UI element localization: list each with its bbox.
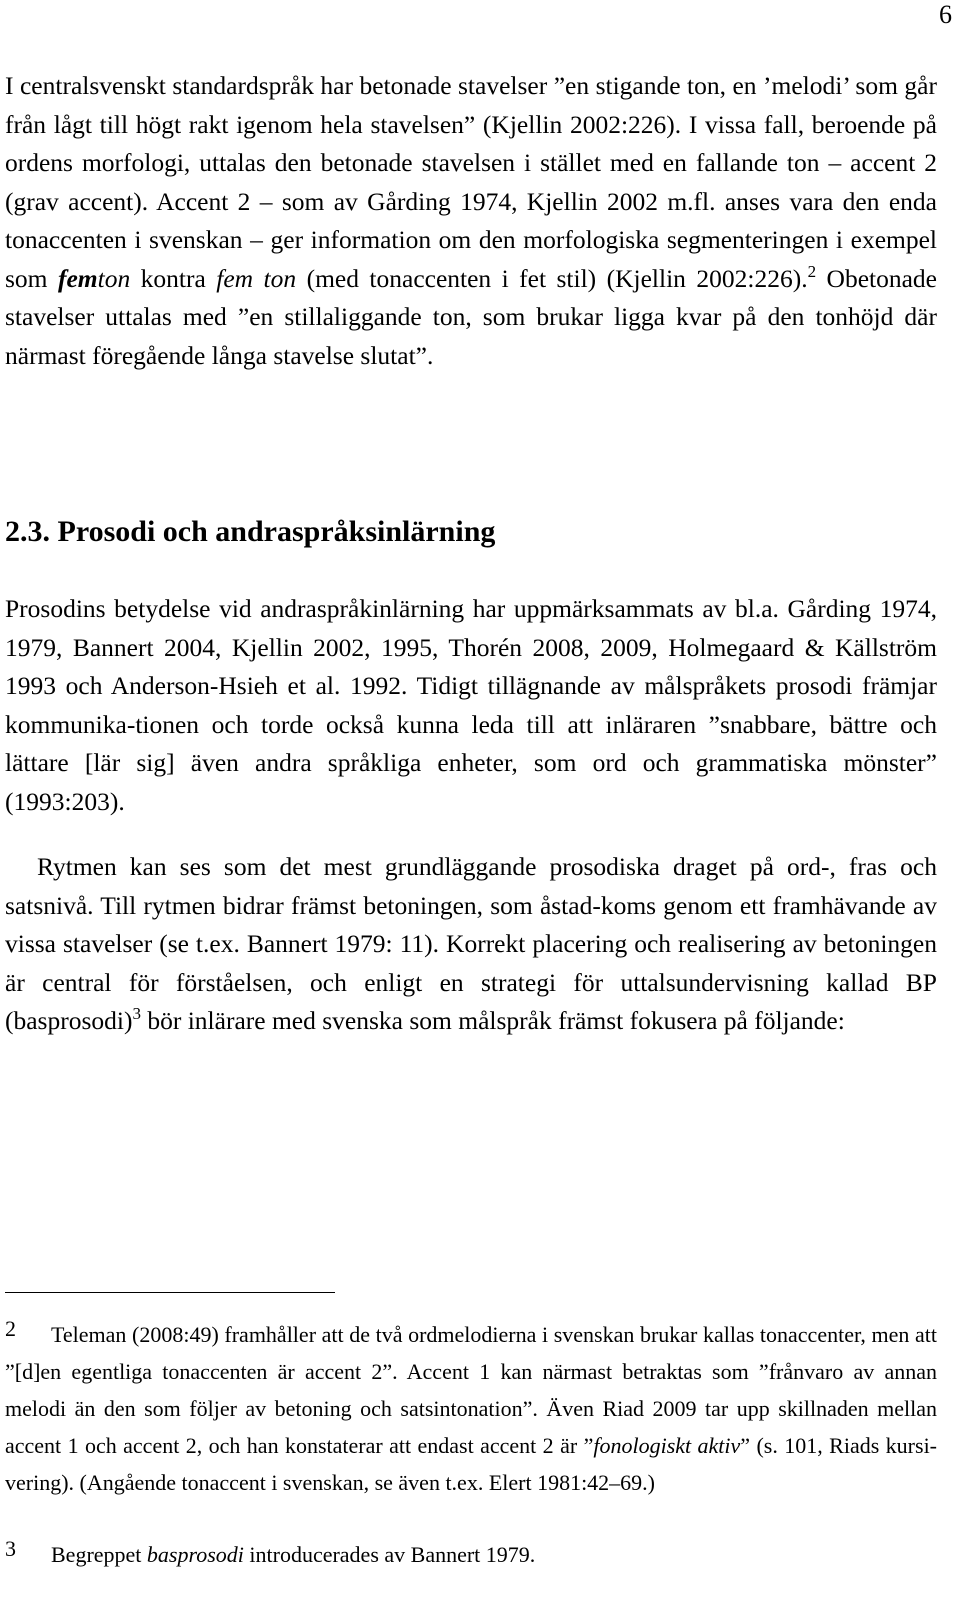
footnote-italic: basprosodi — [146, 1542, 244, 1567]
page-number: 6 — [939, 0, 952, 29]
footnote-text: Teleman (2008:49) framhåller att de två ordmelodierna i svenskan brukar kallas tonaccenter, men att ”[d]en egentliga tonaccenten är accent 2”. Accent 1 kan närmast betraktas som ”frånvaro av annan melodi än den som följer av betoning och satsintonation”. Även Riad 2009 tar upp skillnaden mellan accent 1 och accent 2, och han konstaterar att endast accent 2 är ” — [5, 1322, 937, 1458]
footnote-ref-3[interactable]: 3 — [132, 1004, 141, 1023]
paragraph-text: Obetonade stavelser uttalas med ”en stillaliggande ton, som brukar ligga kvar på den tonhöjd där närmast föregående långa stavelse slutat”. — [5, 263, 937, 370]
paragraph-text: bör inlärare med svenska som målspråk främst fokusera på följande: — [140, 1006, 845, 1035]
example-word-italic: ton — [97, 263, 131, 293]
footnote-number: 3 — [5, 1536, 16, 1561]
paragraph-rytmen — [5, 848, 937, 1041]
footnote-text: introducerades av Bannert 1979. — [243, 1542, 536, 1567]
footnote-2 — [5, 1310, 937, 1501]
footnote-italic: fonologiskt aktiv — [593, 1433, 741, 1458]
example-phrase-italic: fem ton — [216, 263, 297, 293]
footnote-number: 2 — [5, 1316, 16, 1341]
paragraph-tonaccent — [5, 67, 937, 375]
section-heading: 2.3. Prosodi och andraspråksinlärning — [5, 515, 496, 548]
paragraph-text: Rytmen kan ses som det mest grundläggande prosodiska draget på ord-, fras och satsnivå. Till rytmen bidrar främst betoningen, som åstad-koms genom ett framhävande av vissa stavelser (se t.ex. Bannert 1979: 11). Korrekt placering och realisering av betoningen är central för förståelsen, och enligt en strategi för uttalsundervisning kallad BP (basprosodi) — [5, 852, 937, 1035]
footnote-divider — [5, 1292, 335, 1293]
paragraph-prosodins-betydelse: Prosodins betydelse vid andraspråkinlärning har uppmärksammats av bl.a. Gårding 1974, 1979, Bannert 2004, Kjellin 2002, 1995, Thorén 2008, 2009, Holmegaard & Källström 1993 och Anderson-Hsieh et al. 1992. Tidigt tillägnande av målspråkets prosodi främjar kommunika-tionen och torde också kunna leda till att inläraren ”snabbare, bättre och lättare [lär sig] även andra språkliga enheter, som ord och grammatiska mönster” (1993:203). — [5, 594, 937, 816]
footnote-3 — [5, 1530, 937, 1573]
footnote-text: Begreppet — [51, 1542, 147, 1567]
footnote-ref-2[interactable]: 2 — [807, 261, 817, 281]
example-word-bold: fem — [57, 263, 98, 293]
paragraph-text: kontra — [130, 263, 217, 293]
paragraph-text: (med tonaccenten i fet stil) (Kjellin 2002:226). — [296, 263, 808, 293]
footnote-text: ” (s. 101, Riads kursi-vering). (Angående tonaccent i svenskan, se även t.ex. Elert 1981:42–69.) — [5, 1433, 938, 1495]
paragraph-text: I centralsvenskt standardspråk har betonade stavelser ”en stigande ton, en ’melodi’ som går från lågt till högt rakt igenom hela stavelsen” (Kjellin 2002:226). I vissa fall, beroende på ordens morfologi, uttalas den betonade stavelsen i stället med en fallande ton – accent 2 (grav accent). Accent 2 – som av Gårding 1974, Kjellin 2002 m.fl. anses vara den enda tonaccenten i svenskan – ger information om den morfologiska segmenteringen i exempel som — [5, 71, 937, 293]
